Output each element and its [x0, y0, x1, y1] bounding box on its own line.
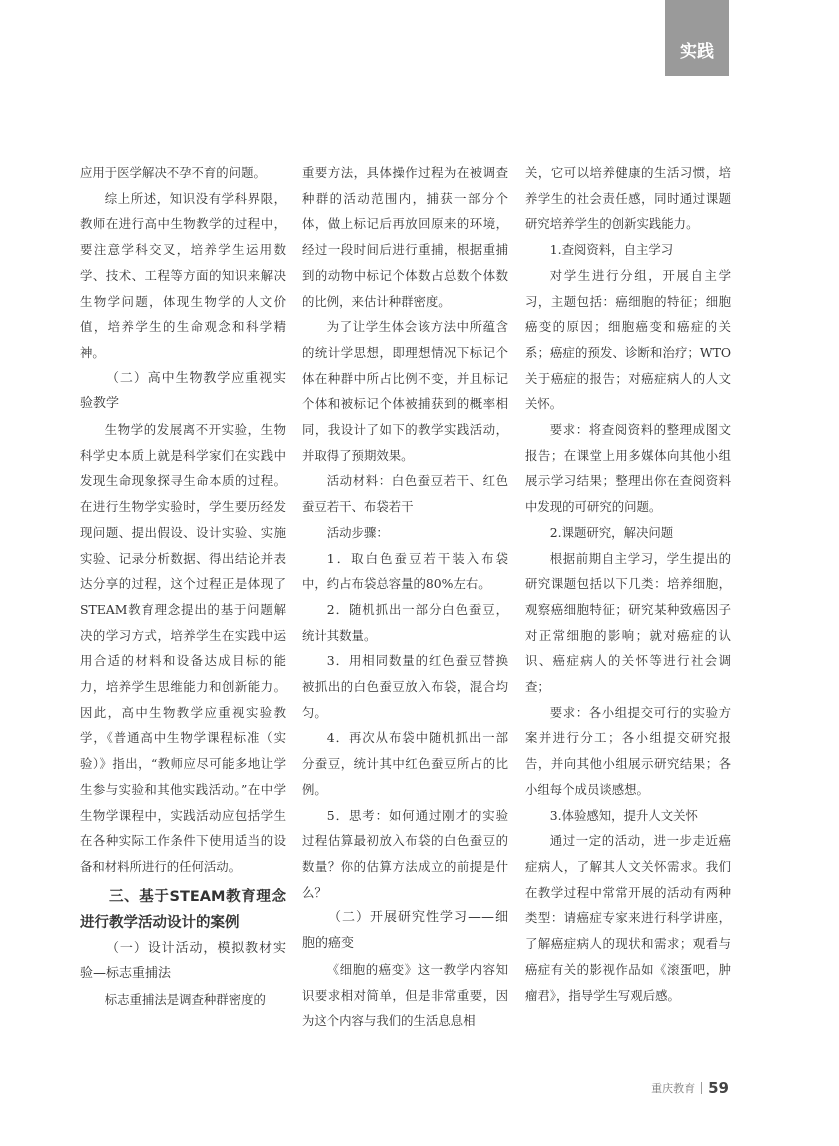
subsection-heading: （二）开展研究性学习——细胞的癌变: [302, 910, 508, 952]
section-label: 实践: [680, 42, 714, 62]
paragraph: 通过一定的活动，进一步走近癌症病人，了解其人文关怀需求。我们在教学过程中常常开展的活动有两种类型：请癌症专家来进行科学讲座，了解癌症病人的现状和需求；观看与癌症有关的影视作品如《滚蛋吧，肿瘤君》，指导学生写观后感。: [525, 833, 731, 1003]
page-footer: [600, 1078, 729, 1098]
paragraph: 3.体验感知，提升人文关怀: [549, 807, 698, 823]
paragraph: 2．随机抓出一部分白色蚕豆，统计其数量。: [302, 601, 508, 643]
paragraph: 1．取白色蚕豆若干装入布袋中，约占布袋总容量的80%左右。: [302, 550, 508, 592]
text-column-1: [80, 160, 286, 1013]
footer-divider: [701, 1082, 702, 1094]
paragraph: 要求：各小组提交可行的实验方案并进行分工；各小组提交研究报告，并向其他小组展示研究结果；各小组每个成员谈感想。: [525, 704, 731, 797]
paragraph: 5．思考：如何通过刚才的实验过程估算最初放入布袋的白色蚕豆的数量？你的估算方法成立的前提是什么？: [302, 807, 508, 900]
paragraph: 3．用相同数量的红色蚕豆替换被抓出的白色蚕豆放入布袋，混合均匀。: [302, 653, 508, 720]
paragraph: 1.查阅资料，自主学习: [549, 242, 674, 258]
subsection-heading: （一）设计活动，模拟教材实验—标志重捕法: [80, 940, 286, 982]
paragraph: 为了让学生体会该方法中所蕴含的统计学思想，即理想情况下标记个体在种群中所占比例不变，并且标记个体和被标记个体被捕获到的概率相同，我设计了如下的教学实践活动，并取得了预期效果。: [302, 319, 508, 463]
paragraph: 要求：将查阅资料的整理成图文报告；在课堂上用多媒体向其他小组展示学习结果；整理出你在查阅资料中发现的可研究的问题。: [525, 422, 731, 515]
text-column-2: [302, 160, 508, 1034]
paragraph: 重要方法，具体操作过程为在被调查种群的活动范围内，捕获一部分个体，做上标记后再放回原来的环境，经过一段时间后进行重捕，根据重捕到的动物中标记个体数占总数个体数的比例，来估计种群密度。: [302, 165, 508, 309]
paragraph: 综上所述，知识没有学科界限，教师在进行高中生物教学的过程中，要注意学科交叉，培养学生运用数学、技术、工程等方面的知识来解决生物学问题，体现生物学的人文价值，培养学生的生命观念和科学精神。: [80, 190, 286, 360]
paragraph: 生物学的发展离不开实验，生物科学史本质上就是科学家们在实践中发现生命现象探寻生命本质的过程。在进行生物学实验时，学生要历经发现问题、提出假设、设计实验、实施实验、记录分析数据、得出结论并表达分享的过程，这个过程正是体现了STEAM教育理念提出的基于问题解决的学习方式，培养学生在实践中运用合适的材料和设备达成目标的能力，培养学生思维能力和创新能力。因此，高中生物教学应重视实验教学，《普通高中生物学课程标准（实验）》指出，“教师应尽可能多地让学生参与实验和其他实践活动。”在中学生物学课程中，实践活动应包括学生在各种实际工作条件下使用适当的设备和材料所进行的任何活动。: [80, 422, 286, 874]
paragraph: 根据前期自主学习，学生提出的研究课题包括以下几类：培养细胞，观察癌细胞特征；研究某种致癌因子对正常细胞的影响；就对癌症的认识、癌症病人的关怀等进行社会调查；: [525, 550, 731, 695]
page-number: 59: [708, 1079, 729, 1097]
paragraph: 活动步骤：: [326, 524, 389, 540]
section-heading: 三、基于STEAM教育理念进行教学活动设计的案例: [80, 888, 286, 931]
journal-name: 重庆教育: [651, 1082, 696, 1095]
paragraph: 活动材料：白色蚕豆若干、红色蚕豆若干、布袋若干: [302, 473, 508, 515]
paragraph: 应用于医学解决不孕不育的问题。: [80, 165, 266, 180]
paragraph: 4．再次从布袋中随机抓出一部分蚕豆，统计其中红色蚕豆所占的比例。: [302, 730, 508, 797]
section-tab: [665, 0, 729, 76]
paragraph: 《细胞的癌变》这一教学内容知识要求相对简单，但是非常重要，因为这个内容与我们的生活息息相: [302, 961, 508, 1029]
paragraph: 关，它可以培养健康的生活习惯，培养学生的社会责任感，同时通过课题研究培养学生的创新实践能力。: [525, 165, 731, 232]
paragraph: 标志重捕法是调查种群密度的: [104, 992, 266, 1008]
subsection-heading: （二）高中生物教学应重视实验教学: [80, 370, 286, 412]
paragraph: 对学生进行分组，开展自主学习，主题包括：癌细胞的特征；细胞癌变的原因；细胞癌变和癌症的关系；癌症的预发、诊断和治疗；WTO关于癌症的报告；对癌症病人的人文关怀。: [525, 267, 731, 412]
text-column-3: [525, 160, 731, 1008]
paragraph: 2.课题研究，解决问题: [549, 524, 674, 540]
